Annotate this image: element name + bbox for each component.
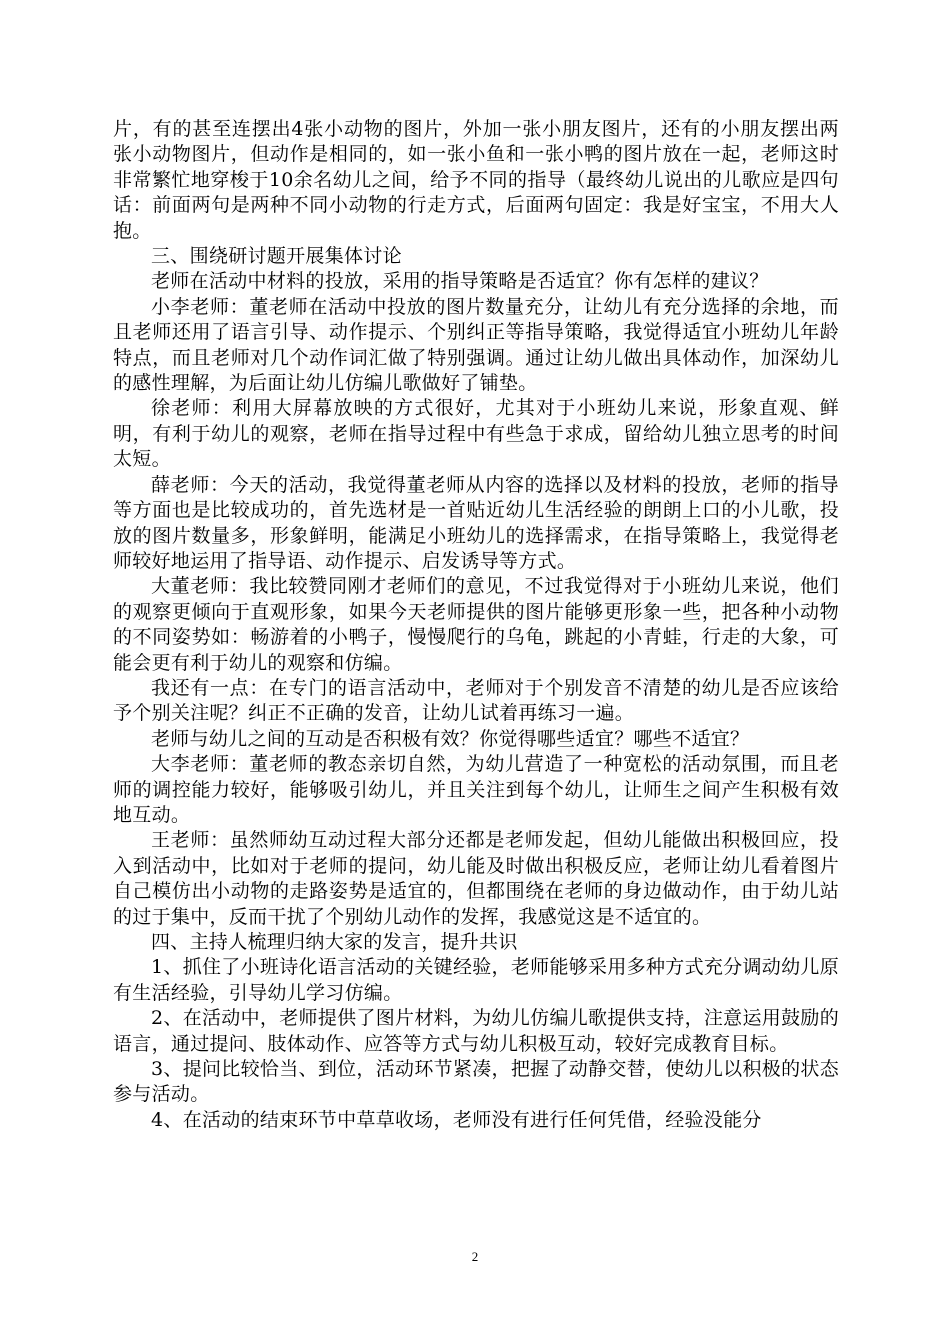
- paragraph-teacher-xue: 薛老师：今天的活动，我觉得董老师从内容的选择以及材料的投放，老师的指导等方面也是比较成功的，首先选材是一首贴近幼儿生活经验的朗朗上口的小儿歌，投放的图片数量多，形象鲜明，能满足小班幼儿的选择需求，在指导策略上，我觉得老师较好地运用了指导语、动作提示、启发诱导等方式。: [113, 473, 839, 572]
- paragraph-additional-point: 我还有一点：在专门的语言活动中，老师对于个别发音不清楚的幼儿是否应该给予个别关注呢？纠正不正确的发音，让幼儿试着再练习一遍。: [113, 676, 839, 725]
- section-heading-4: 四、主持人梳理归纳大家的发言，提升共识: [151, 931, 518, 953]
- page-number: 2: [471, 1249, 479, 1264]
- document-body: [113, 117, 839, 1133]
- paragraph-teacher-xiaoli: 小李老师：董老师在活动中投放的图片数量充分，让幼儿有充分选择的余地，而且老师还用了语言引导、动作提示、个别纠正等指导策略，我觉得适宜小班幼儿年龄特点，而且老师对几个动作词汇做了特别强调。通过让幼儿做出具体动作，加深幼儿的感性理解，为后面让幼儿仿编儿歌做好了铺垫。: [113, 295, 839, 395]
- discussion-question-1: 老师在活动中材料的投放，采用的指导策略是否适宜？你有怎样的建议？: [151, 270, 769, 293]
- summary-item-2: 2、在活动中，老师提供了图片材料，为幼儿仿编儿歌提供支持，注意运用鼓励的语言，通过提问、肢体动作、应答等方式与幼儿积极互动，较好完成教育目标。: [113, 1007, 839, 1055]
- paragraph-teacher-wang: 王老师：虽然师幼互动过程大部分还都是老师发起，但幼儿能做出积极回应，投入到活动中，比如对于老师的提问，幼儿能及时做出积极反应，老师让幼儿看着图片自己模仿出小动物的走路姿势是适宜的，但都围绕在老师的身边做动作，由于幼儿站的过于集中，反而干扰了个别幼儿动作的发挥，我感觉这是不适宜的。: [113, 829, 839, 928]
- paragraph-teacher-dali: 大李老师：董老师的教态亲切自然，为幼儿营造了一种宽松的活动氛围，而且老师的调控能力较好，能够吸引幼儿，并且关注到每个幼儿，让师生之间产生积极有效地互动。: [113, 753, 839, 826]
- paragraph-continuation: 片，有的甚至连摆出4张小动物的图片，外加一张小朋友图片，还有的小朋友摆出两张小动物图片，但动作是相同的，如一张小鱼和一张小鸭的图片放在一起，老师这时非常繁忙地穿梭于10余名幼儿之间，给予不同的指导（最终幼儿说出的儿歌应是四句话：前面两句是两种不同小动物的行走方式，后面两句固定：我是好宝宝，不用大人抱。: [113, 118, 839, 242]
- summary-item-4: 4、在活动的结束环节中草草收场，老师没有进行任何凭借，经验没能分: [151, 1108, 762, 1131]
- paragraph-teacher-xu: 徐老师：利用大屏幕放映的方式很好，尤其对于小班幼儿来说，形象直观、鲜明，有利于幼儿的观察，老师在指导过程中有些急于求成，留给幼儿独立思考的时间太短。: [113, 397, 839, 471]
- paragraph-teacher-dadong: 大董老师：我比较赞同刚才老师们的意见，不过我觉得对于小班幼儿来说，他们的观察更倾向于直观形象，如果今天老师提供的图片能够更形象一些，把各种小动物的不同姿势如：畅游着的小鸭子，慢慢爬行的乌龟，跳起的小青蛙，行走的大象，可能会更有利于幼儿的观察和仿编。: [113, 575, 839, 674]
- summary-item-1: 1、抓住了小班诗化语言活动的关键经验，老师能够采用多种方式充分调动幼儿原有生活经验，引导幼儿学习仿编。: [113, 956, 839, 1004]
- discussion-question-2: 老师与幼儿之间的互动是否积极有效？你觉得哪些适宜？哪些不适宜？: [151, 727, 750, 750]
- section-heading-3: 三、围绕研讨题开展集体讨论: [151, 245, 402, 268]
- summary-item-3: 3、提问比较恰当、到位，活动环节紧凑，把握了动静交替，使幼儿以积极的状态参与活动。: [113, 1058, 839, 1106]
